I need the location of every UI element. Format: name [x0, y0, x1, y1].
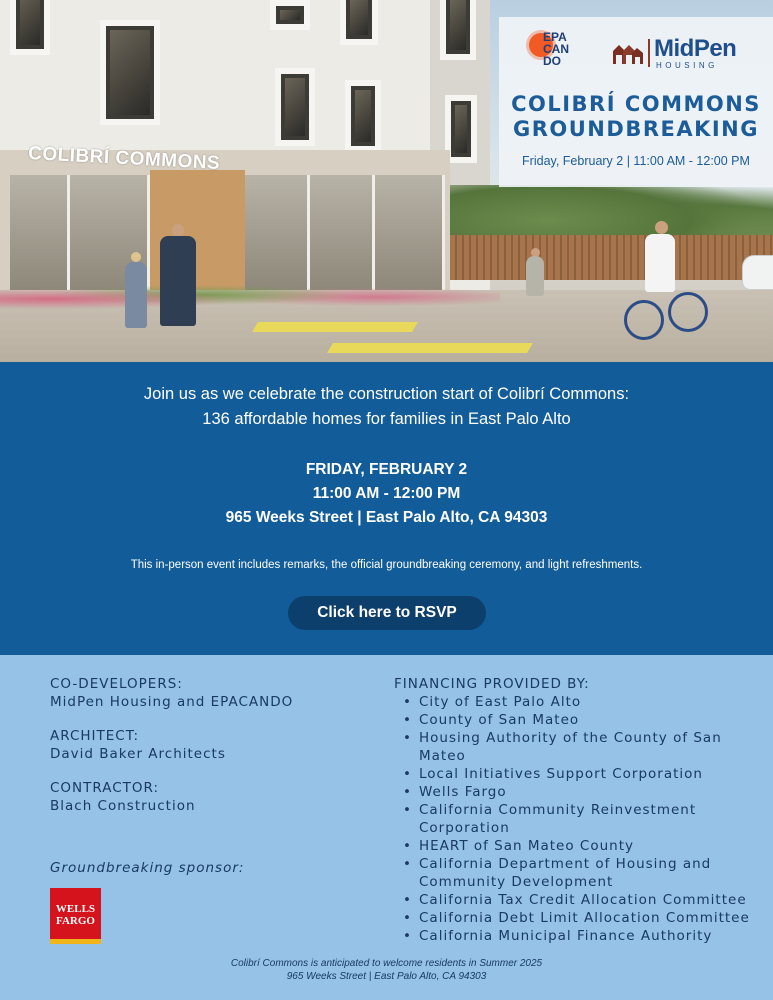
building-window — [270, 0, 310, 30]
person-pedestrian — [526, 256, 544, 296]
midpen-housing-logo: MidPen HOUSING — [612, 37, 752, 71]
person-child — [125, 262, 147, 328]
crosswalk-stripe — [252, 322, 418, 332]
list-item: • County of San Mateo — [394, 711, 754, 729]
financing-list — [394, 693, 754, 945]
fence — [450, 235, 773, 280]
intro-text: Join us as we celebrate the construction start of Colibrí Commons: 136 affordable homes for families in East Palo Alto — [143, 385, 630, 428]
building-window — [340, 0, 378, 45]
contractor-value: Blach Construction — [50, 798, 196, 814]
building-window — [10, 0, 50, 55]
list-item: • Local Initiatives Support Corporation — [394, 765, 754, 783]
event-address: 965 Weeks Street | East Palo Alto, CA 94303 — [225, 509, 548, 526]
list-item: • California Municipal Finance Authority — [394, 927, 754, 945]
rsvp-button[interactable]: Click here to RSVP — [288, 596, 486, 630]
event-note: This in-person event includes remarks, the official groundbreaking ceremony, and light refreshments. — [130, 559, 643, 571]
event-date-time: Friday, February 2 | 11:00 AM - 12:00 PM — [522, 154, 750, 168]
building-window — [440, 0, 476, 60]
building-sign: COLIBRÍ COMMONS — [27, 142, 221, 175]
building-window — [345, 80, 381, 152]
codevelopers-label: CO-DEVELOPERS: — [50, 676, 183, 692]
credits-section — [0, 655, 773, 1000]
event-subtitle: GROUNDBREAKING — [513, 117, 759, 141]
event-title-card — [499, 17, 773, 187]
event-title: COLIBRÍ COMMONS — [511, 92, 761, 116]
event-details-band — [0, 362, 773, 655]
person-adult — [160, 236, 196, 326]
architect-label: ARCHITECT: — [50, 728, 140, 744]
event-when-where — [0, 458, 773, 530]
parked-car — [742, 255, 773, 290]
footer-note: Colibrí Commons is anticipated to welcome residents in Summer 2025 965 Weeks Street | East Palo Alto, CA 94303 — [230, 958, 543, 982]
houses-icon — [612, 41, 644, 65]
shrubs — [0, 275, 500, 315]
contractor-label: CONTRACTOR: — [50, 780, 160, 796]
crosswalk-stripe — [327, 343, 533, 353]
list-item: • California Tax Credit Allocation Committee — [394, 891, 754, 909]
list-item: • City of East Palo Alto — [394, 693, 754, 711]
financing-label: FINANCING PROVIDED BY: — [394, 676, 590, 692]
building-window — [275, 68, 315, 146]
event-time: 11:00 AM - 12:00 PM — [312, 485, 461, 502]
list-item: • Wells Fargo — [394, 783, 754, 801]
list-item: • HEART of San Mateo County — [394, 837, 754, 855]
project-team — [50, 675, 370, 831]
architect-value: David Baker Architects — [50, 746, 226, 762]
financing-partners — [394, 675, 754, 945]
list-item: • California Debt Limit Allocation Committee — [394, 909, 754, 927]
event-date: FRIDAY, FEBRUARY 2 — [305, 461, 468, 478]
person-cyclist — [645, 234, 675, 292]
bike-wheel — [668, 292, 708, 332]
hero-rendering — [0, 0, 773, 362]
wells-fargo-logo: WELLS FARGO — [50, 888, 101, 944]
codevelopers-value: MidPen Housing and EPACANDO — [50, 694, 294, 710]
bike-wheel — [624, 300, 664, 340]
list-item: • California Department of Housing and Community Development — [394, 855, 754, 891]
sponsor-label: Groundbreaking sponsor: — [50, 860, 245, 876]
list-item: • Housing Authority of the County of San Mateo — [394, 729, 754, 765]
building-window — [100, 20, 160, 125]
list-item: • California Community Reinvestment Corporation — [394, 801, 754, 837]
epa-can-do-logo: EPA CAN DO — [529, 31, 583, 75]
